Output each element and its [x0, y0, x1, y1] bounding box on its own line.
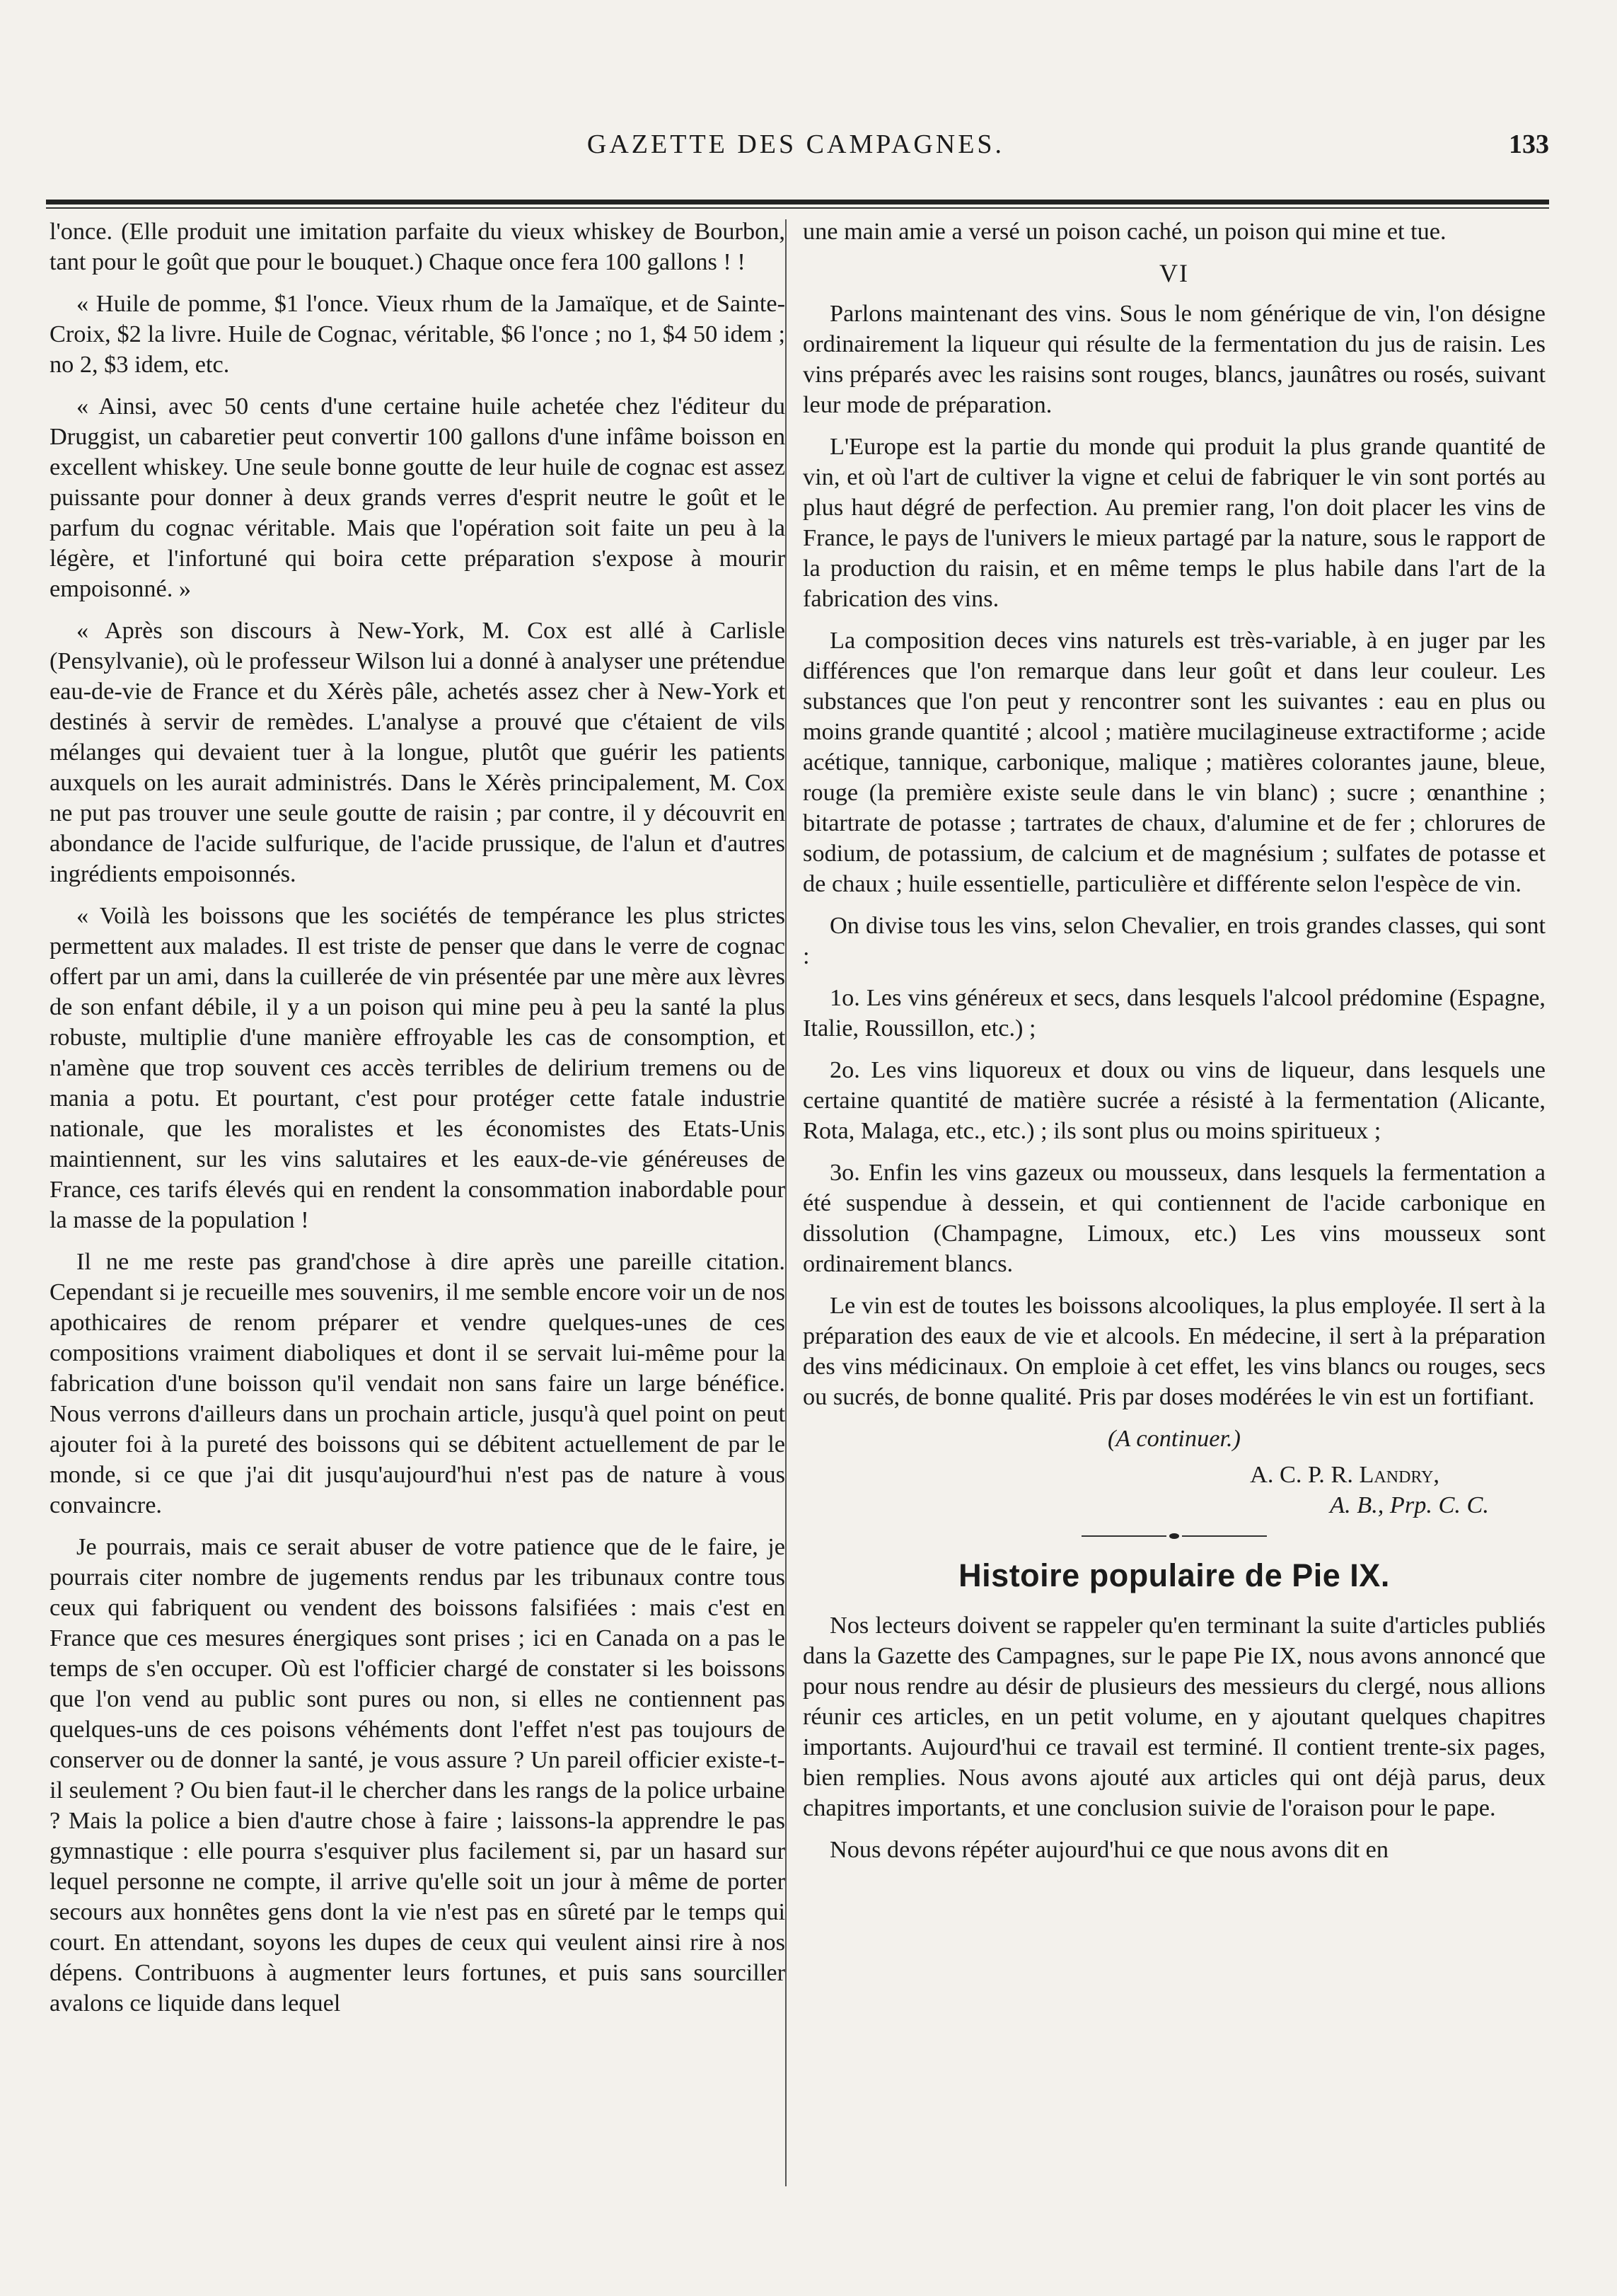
to-be-continued: (A continuer.) [1108, 1425, 1241, 1452]
page-header [42, 129, 1549, 171]
paragraph: Nous devons répéter aujourd'hui ce que nous avons dit en [830, 1836, 1389, 1863]
paragraph: l'once. (Elle produit une imitation parfaite du vieux whiskey de Bourbon, tant pour le goût que pour le bouquet.) Chaque once fera 100 gallons ! ! [50, 218, 785, 275]
section-number: VI [1159, 259, 1189, 287]
author-signature: A. C. P. R. Landry, [1250, 1461, 1439, 1488]
paragraph: Parlons maintenant des vins. Sous le nom générique de vin, l'on désigne ordinairement la liqueur qui résulte de la fermentation du jus de raisin. Les vins préparés avec les raisins sont rouges, blancs, jaunâtres ou rosés, suivant leur mode de préparation. [803, 300, 1546, 418]
paragraph: On divise tous les vins, selon Chevalier, en trois grandes classes, qui sont : [803, 912, 1546, 969]
page-number: 133 [1509, 129, 1549, 159]
paragraph: une main amie a versé un poison caché, un poison qui mine et tue. [803, 218, 1447, 245]
column-divider [785, 219, 787, 2186]
paragraph: Il ne me reste pas grand'chose à dire après une pareille citation. Cependant si je recueille mes souvenirs, il me semble encore voir un de nos apothicaires de renom préparer et vendre quelques-unes de ces compositions vraiment diaboliques et dont il se servait lui-même pour la fabrication d'une boisson qu'il vendait non sans faire un large bénéfice. Nous verrons d'ailleurs dans un prochain article, jusqu'à quel point on peut ajouter foi à la pureté des boissons qui se débitent actuellement de par le monde, si ce que j'ai dit jusqu'aujourd'hui n'est pas de nature à vous convaincre. [50, 1248, 785, 1518]
paragraph: Je pourrais, mais ce serait abuser de votre patience que de le faire, je pourrais citer nombre de jugements rendus par les tribunaux contre tous ceux qui fabriquent ou vendent des boissons falsifiées : mais c'est en France que ces mesures énergiques sont prises ; ici en Canada on a pas le temps de s'en occuper. Où est l'officier chargé de constater si les boissons que l'on vend au public sont pures ou non, si elles ne contiennent pas quelques-uns de ces poisons véhéments dont l'effet n'est pas toujours de conserver ou de donner la santé, je vous assure ? Un pareil officier existe-t-il seulement ? Ou bien faut-il le chercher dans les rangs de la police urbaine ? Mais la police a bien d'autre chose à faire ; laissons-la apprendre le pas gymnastique : elle pourra s'esquiver plus facilement si, par un hasard sur lequel personne ne compte, il arrive qu'elle soit un jour à même de porter secours aux honnêtes gens dont la vie n'est pas en sûreté par le temps qui court. En attendant, soyons les dupes de ceux qui veulent ainsi rire à nos dépens. Contribuons à augmenter leurs fortunes, et puis sans sourciller avalons ce liquide dans lequel [50, 1533, 785, 2017]
paragraph: L'Europe est la partie du monde qui produit la plus grande quantité de vin, et où l'art de cultiver la vigne et celui de fabriquer le vin sont portés au plus haut dégré de perfection. Au premier rang, l'on doit placer les vins de France, le pays de l'univers le mieux partagé par la nature, sous le rapport de la production du raisin, et en même temps le plus habile dans l'art de la fabrication des vins. [803, 433, 1546, 612]
paragraph: « Après son discours à New-York, M. Cox est allé à Carlisle (Pensylvanie), où le professeur Wilson lui a donné à analyser une prétendue eau-de-vie de France et du Xérès pâle, achetés assez cher à New-York et destinés à servir de remèdes. L'analyse a prouvé que c'étaient de vils mélanges qui devaient tuer à la longue, plutôt que guérir les patients auxquels on les aurait administrés. Dans le Xérès principalement, M. Cox ne put pas trouver une seule goutte de raisin ; par contre, il y découvrit en abondance de l'acide sulfurique, de l'acide prussique, de l'alun et d'autres ingrédients empoisonnés. [50, 617, 785, 887]
paragraph: 1o. Les vins généreux et secs, dans lesquels l'alcool prédomine (Espagne, Italie, Roussillon, etc.) ; [803, 984, 1546, 1042]
ornament-line-right [1182, 1535, 1267, 1537]
paragraph: Nos lecteurs doivent se rappeler qu'en terminant la suite d'articles publiés dans la Gazette des Campagnes, sur le pape Pie IX, nous avons annoncé que pour nous rendre au désir de plusieurs des messieurs du clergé, nous allions réunir ces articles, en un petit volume, en y ajoutant quelques chapitres importants. Aujourd'hui ce travail est terminé. Il contient trente-six pages, bien remplies. Nous avons ajouté aux articles qui ont déjà parus, deux chapitres importants, et une conclusion suivie de l'oraison pour le pape. [803, 1612, 1546, 1821]
author-credentials: A. B., Prp. C. C. [1330, 1492, 1489, 1518]
paragraph: « Huile de pomme, $1 l'once. Vieux rhum de la Jamaïque, et de Sainte-Croix, $2 la livre. Huile de Cognac, véritable, $6 l'once ; no 1, $4 50 idem ; no 2, $3 idem, etc. [50, 290, 785, 378]
paragraph: « Voilà les boissons que les sociétés de tempérance les plus strictes permettent aux malades. Il est triste de penser que dans le verre de cognac offert par un ami, dans la cuillerée de vin présentée par une mère aux lèvres de son enfant débile, il y a un poison qui mine peu à peu la santé la plus robuste, multiplie d'une manière effroyable les cas de consomption, et n'amène que trop souvent ces accès terribles de delirium tremens ou de mania a potu. Et pourtant, c'est pour protéger cette fatale industrie nationale, que les moralistes et les économistes des Etats-Unis maintiennent, sur les vins salutaires et les eaux-de-vie généreuses de France, ces tarifs élevés qui en rendent la consommation inabordable pour la masse de la population ! [50, 902, 785, 1233]
section-ornament [803, 1533, 1546, 1539]
paragraph: Le vin est de toutes les boissons alcooliques, la plus employée. Il sert à la préparation des eaux de vie et alcools. En médecine, il sert à la préparation des vins médicinaux. On emploie à cet effet, les vins blancs ou rouges, secs ou sucrés, de bonne qualité. Pris par doses modérées le vin est un fortifiant. [803, 1292, 1546, 1410]
header-rule-thin [46, 207, 1549, 209]
right-column [803, 217, 1546, 1876]
ornament-dot [1169, 1533, 1179, 1539]
paragraph: 3o. Enfin les vins gazeux ou mousseux, dans lesquels la fermentation a été suspendue à dessein, et qui contiennent de l'acide carbonique en dissolution (Champagne, Limoux, etc.) Les vins mousseux sont ordinairement blancs. [803, 1159, 1546, 1277]
left-column [50, 217, 785, 2030]
paragraph: « Ainsi, avec 50 cents d'une certaine huile achetée chez l'éditeur du Druggist, un cabaretier peut convertir 100 gallons d'une infâme boisson en excellent whiskey. Une seule bonne goutte de leur huile de cognac est assez puissante pour donner à deux grands verres d'esprit neutre le goût et le parfum du cognac véritable. Mais que l'opération soit faite un peu à la légère, et l'infortuné qui boira cette préparation s'expose à mourir empoisonné. » [50, 393, 785, 602]
paragraph: La composition deces vins naturels est très-variable, à en juger par les différences que l'on remarque dans leur goût et dans leur couleur. Les substances que l'on peut y rencontrer sont les suivantes : eau en plus ou moins grande quantité ; alcool ; matière mucilagineuse extractiforme ; acide acétique, tannique, carbonique, malique ; matières colorantes jaune, bleue, rouge (la première existe seule dans le vin blanc) ; sucre ; œnanthine ; bitartrate de potasse ; tartrates de chaux, d'alumine et de fer ; chlorures de sodium, de potassium, de calcium et de magnésium ; sulfates de potasse et de chaux ; huile essentielle, particulière et différente selon l'espèce de vin. [803, 627, 1546, 897]
running-title: GAZETTE DES CAMPAGNES. [586, 129, 1005, 159]
paragraph: 2o. Les vins liquoreux et doux ou vins de liqueur, dans lesquels une certaine quantité de matière sucrée a résisté à la fermentation (Alicante, Rota, Malaga, etc., etc.) ; ils sont plus ou moins spiritueux ; [803, 1056, 1546, 1144]
article-title: Histoire populaire de Pie IX. [958, 1557, 1390, 1593]
ornament-line-left [1082, 1535, 1166, 1537]
header-rule-thick [46, 200, 1549, 204]
